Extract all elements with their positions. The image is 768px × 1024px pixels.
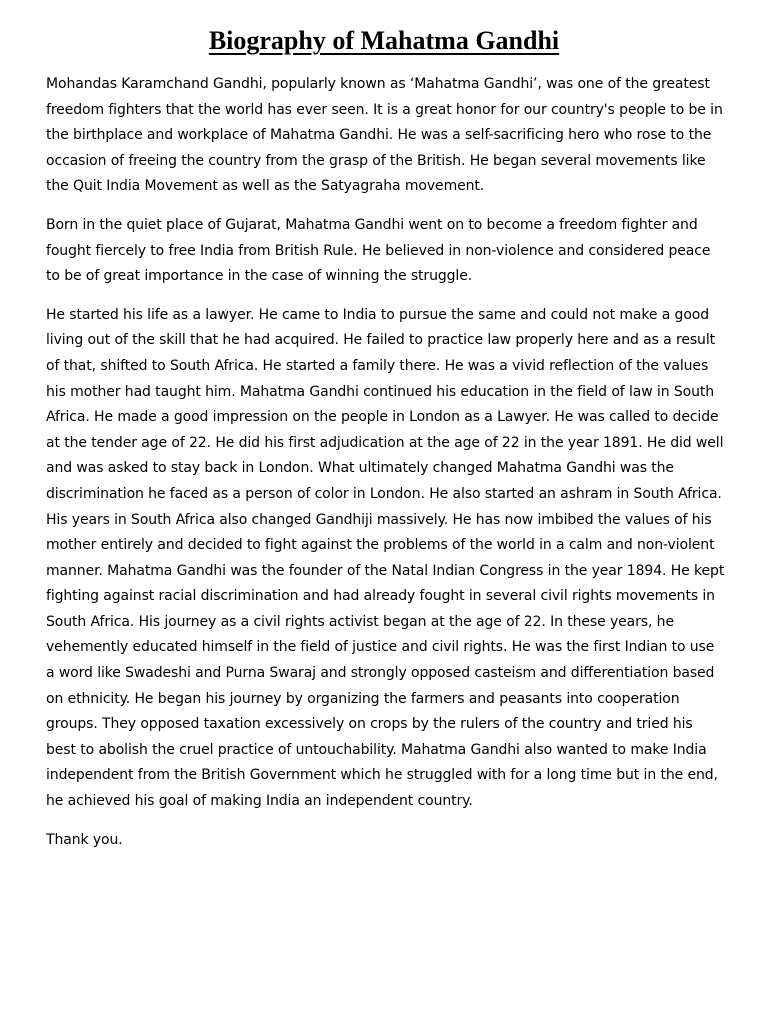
paragraph-intro: Mohandas Karamchand Gandhi, popularly known as ‘Mahatma Gandhi’, was one of the greatest freedom fighters that the world has ever seen. It is a great honor for our country's people to be in the birthplace and workplace of Mahatma Gandhi. He was a self-sacrificing hero who rose to the occasion of freeing the country from the grasp of the British. He began several movements like the Quit India Movement as well as the Satyagraha movement. [46,76,723,195]
paragraph-gujarat: Born in the quiet place of Gujarat, Mahatma Gandhi went on to become a freedom fighter and fought fiercely to free India from British Rule. He believed in non-violence and considered peace to be of great importance in the case of winning the struggle. [46,216,711,285]
document-body [46,72,726,853]
paragraph-career: He started his life as a lawyer. He came to India to pursue the same and could not make a good living out of the skill that he had acquired. He failed to practice law properly here and as a result of that, shifted to South Africa. He started a family there. He was a vivid reflection of the values his mother had taught him. Mahatma Gandhi continued his education in the field of law in South Africa. He made a good impression on the people in London as a Lawyer. He was called to decide at the tender age of 22. He did his first adjudication at the age of 22 in the year 1891. He did well and was asked to stay back in London. What ultimately changed Mahatma Gandhi was the discrimination he faced as a person of color in London. He also started an ashram in South Africa. His years in South Africa also changed Gandhiji massively. He has now imbibed the values of his mother entirely and decided to fight against the problems of the world in a calm and non-violent manner. Mahatma Gandhi was the founder of the Natal Indian Congress in the year 1894. He kept fighting against racial discrimination and had already fought in several civil rights movements in South Africa. His journey as a civil rights activist began at the age of 22. In these years, he vehemently educated himself in the field of justice and civil rights. He was the first Indian to use a word like Swadeshi and Purna Swaraj and strongly opposed casteism and differentiation based on ethnicity. He began his journey by organizing the farmers and peasants into cooperation groups. They opposed taxation excessively on crops by the rulers of the country and tried his best to abolish the cruel practice of untouchability. Mahatma Gandhi also wanted to make India independent from the British Government which he struggled with for a long time but in the end, he achieved his goal of making India an independent country. [46,306,725,810]
document-title: Biography of Mahatma Gandhi [208,26,560,55]
closing-line: Thank you. [46,831,123,848]
